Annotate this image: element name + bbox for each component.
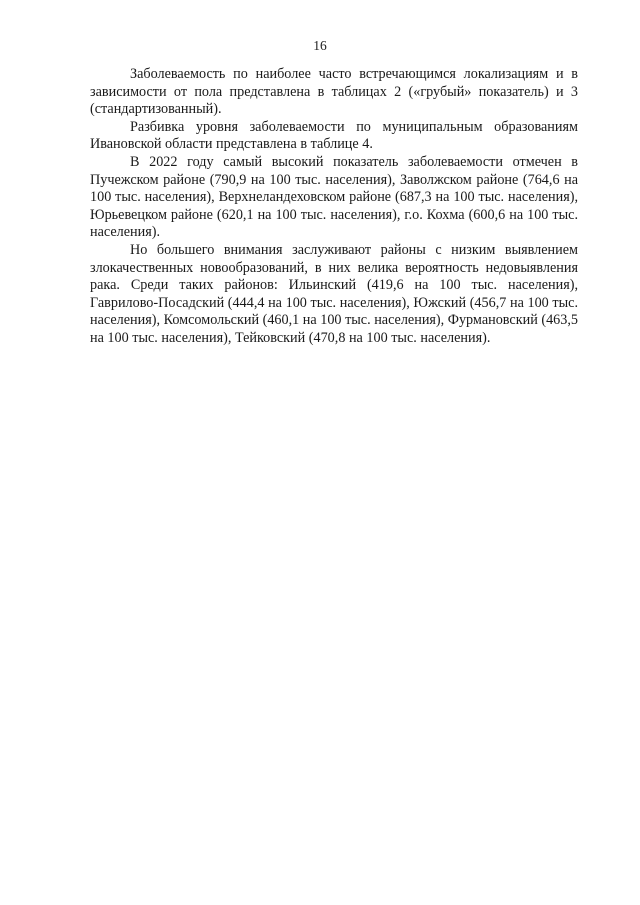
page-number: 16 (313, 38, 327, 53)
paragraph-municipal-breakdown: Разбивка уровня заболеваемости по муниципальным образованиям Ивановской области представлена в таблице 4. (90, 118, 578, 153)
body-text (90, 66, 578, 348)
paragraph-low-detection: Но большего внимания заслуживают районы с низким выявлением злокачественных новообразований, в них велика вероятность недовыявления рака. Среди таких районов: Ильинский (419,6 на 100 тыс. населения), Гаврилово-Посадский (444,4 на 100 тыс. населения), Южский (456,7 на 100 тыс. населения), Комсомольский (460,1 на 100 тыс. населения), Фурмановский (463,5 на 100 тыс. населения), Тейковский (470,8 на 100 тыс. населения). (90, 241, 578, 346)
paragraph-highest-incidence: В 2022 году самый высокий показатель заболеваемости отмечен в Пучежском районе (790,9 на 100 тыс. населения), Заволжском районе (764,6 на 100 тыс. населения), Верхнеландеховском районе (687,3 на 100 тыс. населения), Юрьевецком районе (620,1 на 100 тыс. населения), г.о. Кохма (600,6 на 100 тыс. населения). (90, 153, 578, 241)
paragraph-table-references: Заболеваемость по наиболее часто встречающимся локализациям и в зависимости от пола представлена в таблицах 2 («грубый» показатель) и 3 (стандартизованный). (90, 66, 578, 118)
